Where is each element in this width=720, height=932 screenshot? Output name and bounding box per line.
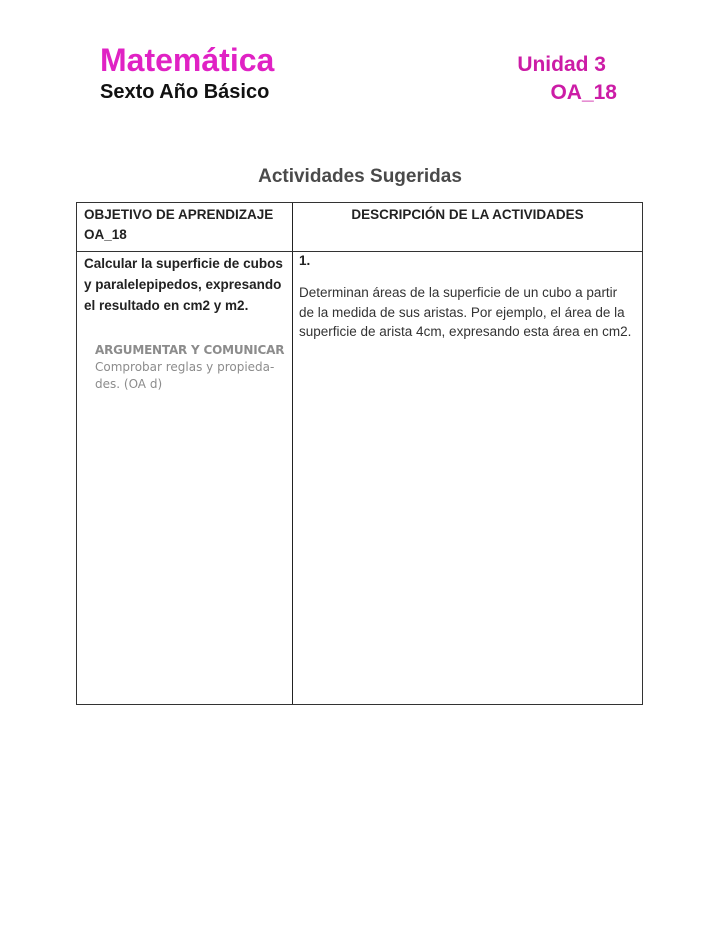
column-divider [292,203,293,704]
objective-text: Calcular la superficie de cubos y paralelepipedos, expresando el resultado en cm2 y m2. [84,256,283,313]
skill-title: ARGUMENTAR Y COMUNICAR [95,343,285,357]
oa-code: OA_18 [550,81,617,104]
grade-subtitle: Sexto Año Básico [100,81,270,103]
skill-box [95,342,290,393]
skill-text: Comprobar reglas y propieda-des. (OA d) [95,360,275,391]
section-title: Actividades Sugeridas [258,166,462,187]
subject-title: Matemática [100,42,275,78]
activity-description: Determinan áreas de la superficie de un cubo a partir de la medida de sus aristas. Por ejemplo, el área de la superficie de arista 4cm, expresando esta área en cm2. [299,285,632,339]
header-objective-line1: OBJETIVO DE APRENDIZAJE [84,207,274,222]
header-objective-line2: OA_18 [84,227,127,242]
activity-number: 1. [299,253,311,268]
header-description: DESCRIPCIÓN DE LA ACTIVIDADES [351,207,584,222]
row-divider [77,251,642,252]
unit-label: Unidad 3 [517,53,606,76]
header-objective [84,205,273,245]
activities-table [76,202,643,705]
